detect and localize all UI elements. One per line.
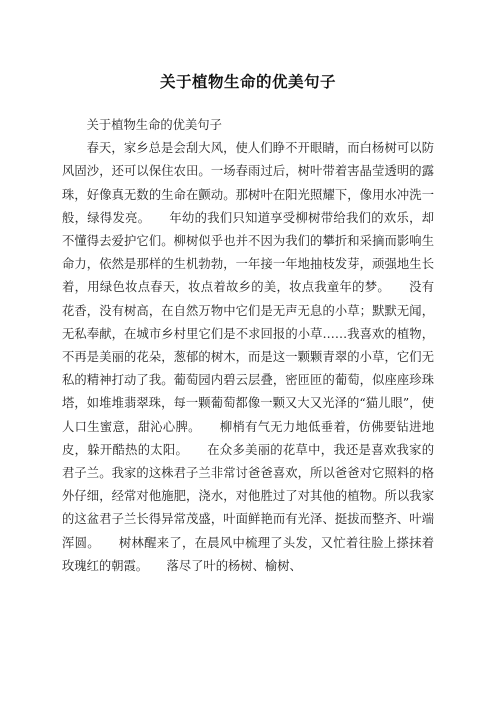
document-title: 关于植物生命的优美句子 <box>159 73 336 91</box>
document-body-paragraph: 春天，家乡总是会刮大风，使人们睁不开眼睛，而白杨树可以防风固沙，还可以保住农田。一场春雨过后，树叶带着害晶莹透明的露珠，好像真无数的生命在颤动。那树叶在阳光照耀下，像用水冲洗一般，绿得发亮。 年幼的我们只知道享受柳树带给我们的欢乐，却不懂得去爱护它们。柳树似乎也并不因为我们的攀折和采摘而影响生命力，依然是那样的生机勃勃，一年接一年地抽枝发芽，顽强地生长着，用绿色妆点春天，妆点着故乡的美，妆点我童年的梦。 没有花香，没有树高，在自然万物中它们是无声无息的小草；默默无闻，无私奉献，在城市乡村里它们是不求回报的小草……我喜欢的植物，不再是美丽的花朵，葱郁的树木，而是这一颗颗青翠的小草，它们无私的精神打动了我。葡萄园内碧云层叠，密匝匝的葡萄，似座座珍珠塔，如堆堆翡翠珠，每一颗葡萄都像一颗又大又光泽的“猫儿眼”，使人口生蜜意，甜沁心脾。 柳梢有气无力地低垂着，仿佛要钻进地皮，躲开酷热的太阳。 在众多美丽的花草中，我还是喜欢我家的君子兰。我家的这株君子兰非常讨爸爸喜欢，所以爸爸对它照料的格外仔细，经常对他施肥，浇水，对他胜过了对其他的植物。所以我家的这盆君子兰长得异常茂盛，叶面鲜艳而有光泽、挺拔而整齐、叶端浑圆。 树林醒来了，在晨风中梳理了头发，又忙着往脸上搽抹着玫瑰红的朝霞。 落尽了叶的杨树、榆树、 <box>62 141 434 573</box>
document-subtitle: 关于植物生命的优美句子 <box>86 118 222 132</box>
document-page <box>62 70 434 578</box>
